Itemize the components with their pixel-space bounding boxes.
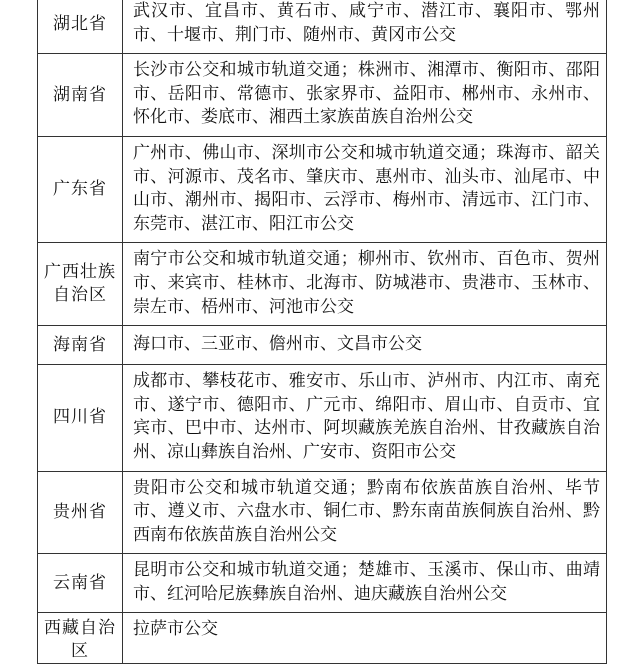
province-cell: 西藏自治区	[38, 613, 123, 664]
table-row	[38, 0, 607, 54]
province-cell: 湖南省	[38, 54, 123, 137]
cities-cell: 长沙市公交和城市轨道交通；株洲市、湘潭市、衡阳市、邵阳市、岳阳市、常德市、张家界市、益阳市、郴州市、永州市、怀化市、娄底市、湘西土家族苗族自治州公交	[133, 60, 600, 128]
table-row	[38, 365, 607, 471]
table-row	[38, 554, 607, 613]
table-row	[38, 243, 607, 326]
province-cell: 广东省	[38, 136, 123, 242]
cities-cell: 成都市、攀枝花市、雅安市、乐山市、泸州市、内江市、南充市、遂宁市、德阳市、广元市、绵阳市、眉山市、自贡市、宜宾市、巴中市、达州市、阿坝藏族羌族自治州、甘孜藏族自治州、凉山彝族自治州、广安市、资阳市公交	[133, 371, 600, 462]
table-row	[38, 136, 607, 242]
table-row	[38, 54, 607, 137]
cities-cell: 武汉市、宜昌市、黄石市、咸宁市、潜江市、襄阳市、鄂州市、十堰市、荆门市、随州市、黄冈市公交	[133, 1, 600, 45]
province-cell: 云南省	[38, 554, 123, 613]
table-row	[38, 613, 607, 664]
province-cell: 湖北省	[38, 0, 123, 54]
province-cell: 海南省	[38, 326, 123, 365]
province-cell: 四川省	[38, 365, 123, 471]
transit-city-table	[37, 0, 607, 664]
table-row	[38, 326, 607, 365]
province-cell: 广西壮族自治区	[38, 243, 123, 326]
cities-cell: 拉萨市公交	[133, 619, 218, 640]
cities-cell: 广州市、佛山市、深圳市公交和城市轨道交通；珠海市、韶关市、河源市、茂名市、肇庆市、惠州市、汕头市、汕尾市、中山市、潮州市、揭阳市、云浮市、梅州市、清远市、江门市、东莞市、湛江市、阳江市公交	[133, 142, 600, 234]
cities-cell: 昆明市公交和城市轨道交通；楚雄市、玉溪市、保山市、曲靖市、红河哈尼族彝族自治州、迪庆藏族自治州公交	[133, 560, 600, 604]
province-cell: 贵州省	[38, 471, 123, 554]
cities-cell: 海口市、三亚市、儋州市、文昌市公交	[133, 333, 422, 354]
cities-cell: 南宁市公交和城市轨道交通；柳州市、钦州市、百色市、贺州市、来宾市、桂林市、北海市、防城港市、贵港市、玉林市、崇左市、梧州市、河池市公交	[133, 249, 600, 317]
table-row	[38, 471, 607, 554]
cities-cell: 贵阳市公交和城市轨道交通；黔南布依族苗族自治州、毕节市、遵义市、六盘水市、铜仁市、黔东南苗族侗族自治州、黔西南布依族苗族自治州公交	[133, 477, 600, 545]
